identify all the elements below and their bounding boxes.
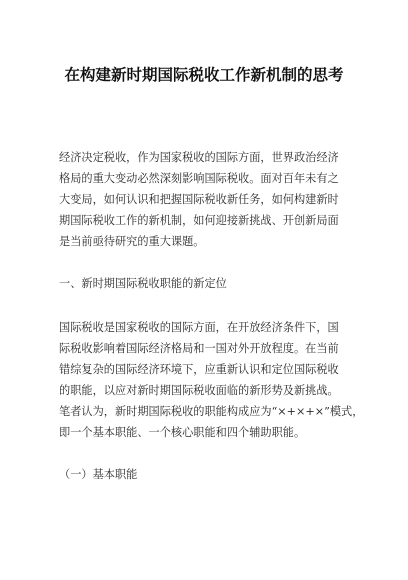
section-1-heading: 一、新时期国际税收职能的新定位 — [59, 277, 227, 290]
paragraph-2-line-6: 即一个基本职能、一个核心职能和四个辅助职能。 — [59, 426, 306, 439]
paragraph-2-line-5: 笔者认为，新时期国际税收的职能构成应为“×+×+×”模式， — [59, 405, 364, 418]
paragraph-1-line-4: 期国际税收工作的新机制，如何迎接新挑战、开创新局面 — [59, 214, 339, 227]
document-title: 在构建新时期国际税收工作新机制的思考 — [64, 66, 344, 84]
paragraph-1-line-2: 格局的重大变动必然深刻影响国际税收。面对百年未有之 — [59, 172, 339, 185]
paragraph-1-line-1: 经济决定税收，作为国家税收的国际方面，世界政治经济 — [59, 151, 339, 164]
paragraph-2-line-3: 错综复杂的国际经济环境下，应重新认识和定位国际税收 — [59, 363, 339, 376]
paragraph-2-line-1: 国际税收是国家税收的国际方面，在开放经济条件下，国 — [59, 321, 339, 334]
paragraph-2-line-4: 的职能，以应对新时期国际税收面临的新形势及新挑战。 — [59, 384, 339, 397]
subsection-1-heading: （一）基本职能 — [59, 468, 138, 481]
paragraph-2-line-2: 际税收影响着国际经济格局和一国对外开放程度。在当前 — [59, 342, 339, 355]
paragraph-1-line-3: 大变局，如何认识和把握国际税收新任务，如何构建新时 — [59, 193, 339, 206]
paragraph-1-line-5: 是当前亟待研究的重大课题。 — [59, 235, 205, 248]
